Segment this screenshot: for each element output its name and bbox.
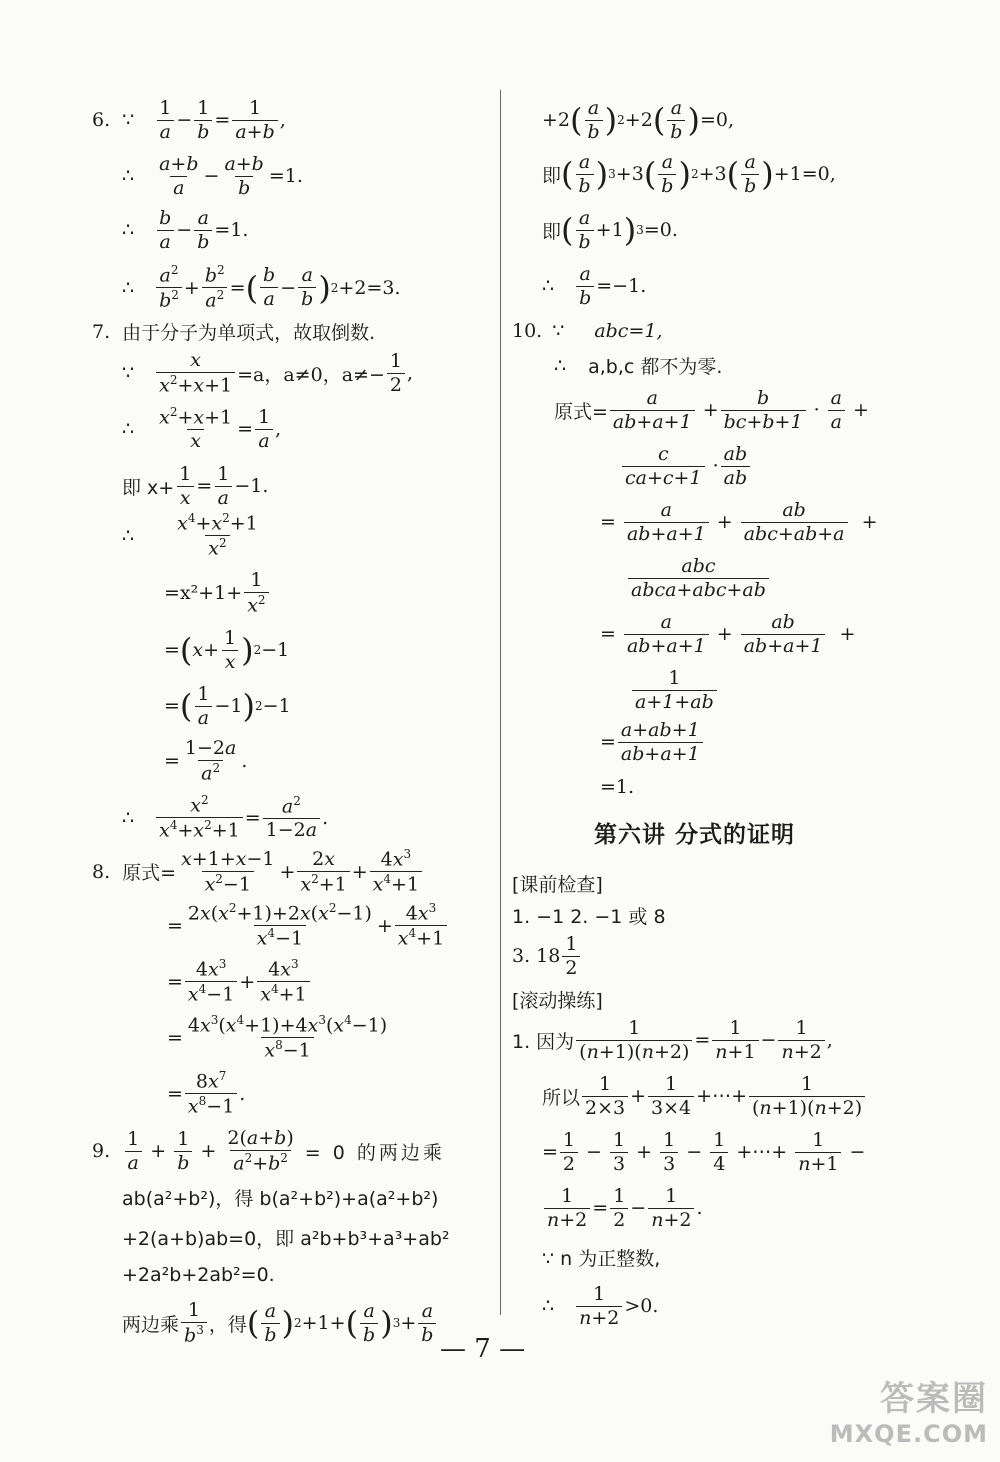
fraction: $\frac{2(a+b)}{a^2+b^2}$ [227, 1127, 294, 1175]
text: =1. [600, 776, 635, 798]
fraction: $\frac{a}{b}$ [585, 98, 603, 143]
p9-line1: 9. $\frac{1}{a}$ + $\frac{1}{b}$ + $\frac{2(a+b)}{a^2+b^2}$ = 0 的两边乘 [92, 1127, 445, 1175]
fraction: $\frac{4x^3(x^4+1)+4x^3(x^4-1)}{x^8-1}$ [187, 1013, 388, 1062]
problem-number: 6. [92, 109, 111, 132]
p10-line1 [512, 320, 663, 342]
p9-line3 [122, 1224, 450, 1251]
fraction: $\frac{a}{a}$ [828, 388, 845, 433]
fraction: $\frac{a+b}{a}$ [159, 153, 199, 199]
fraction: $\frac{1}{n+2}$ [576, 1284, 622, 1329]
text: ab(a²+b²)，得 b(a²+b²)+a(a²+b²) [122, 1188, 439, 1210]
text: +2a²b+2ab²=0. [122, 1264, 275, 1286]
section-check: [课前检查] [512, 874, 603, 896]
q1-line4: $\frac{1}{n+2}$ = $\frac{1}{2}$ − $\frac{1}{n+2}$ . [542, 1186, 703, 1231]
text: a,b,c 都不为零. [588, 356, 723, 378]
q1-line5 [542, 1244, 660, 1271]
fraction: $\frac{1}{(n+1)(n+2)}$ [749, 1074, 865, 1119]
fraction: $\frac{1}{2}$ [562, 934, 580, 979]
text: = [196, 475, 213, 498]
fraction: $\frac{1}{x}$ [176, 464, 194, 509]
fraction: $\frac{4x^3}{x^4-1}$ [185, 958, 237, 1005]
text: 原式= [554, 400, 608, 423]
fraction: $\frac{1}{3\times 4}$ [648, 1074, 694, 1119]
answers-1-2 [512, 902, 666, 929]
fraction: $\frac{1}{(n+1)(n+2)}$ [576, 1018, 692, 1063]
fraction: $\frac{1}{n+2}$ [544, 1186, 590, 1231]
fraction: $\frac{a}{b}$ [576, 264, 594, 309]
text: 即 x+ [122, 476, 175, 499]
fraction: $\frac{a+b}{b}$ [224, 153, 264, 199]
because-symbol: ∵ [552, 320, 565, 342]
text: =0. [643, 219, 678, 242]
text: +2(a+b)ab=0，即 a²b+b³+a³+ab² [122, 1228, 450, 1250]
fraction: $\frac{1}{3}$ [660, 1130, 678, 1175]
text: +1=0, [773, 163, 836, 186]
fraction: $\frac{1}{n+2}$ [778, 1018, 824, 1063]
therefore-symbol: ∴ [542, 1295, 555, 1318]
fraction: $\frac{a}{b}$ [658, 152, 676, 197]
because-symbol: ∵ [122, 109, 135, 132]
p10-line7: = $\frac{a}{ab+a+1}$ + $\frac{ab}{ab+a+1}$ + [600, 611, 856, 657]
p10-line6 [626, 556, 771, 601]
text: +2=3. [338, 276, 401, 299]
p7-line4 [122, 512, 263, 559]
fraction: $\frac{1}{n+2}$ [648, 1186, 694, 1231]
r-line4 [542, 264, 646, 309]
fraction: $\frac{a}{b}$ [418, 1301, 436, 1346]
fraction: $\frac{a^2}{1-2a}$ [263, 795, 320, 841]
fraction: $\frac{x^2}{x^4+x^2+1}$ [156, 794, 243, 841]
p10-line3: 原式= $\frac{a}{ab+a+1}$ + $\frac{b}{bc+b+1}$ · $\frac{a}{a}$ + [554, 387, 869, 433]
fraction: $\frac{a}{ab+a+1}$ [610, 388, 695, 433]
p10-line9: = $\frac{a+ab+1}{ab+a+1}$ [600, 720, 705, 765]
text: =1. [268, 165, 303, 188]
fraction: $\frac{1}{b}$ [174, 1129, 192, 1174]
text: 1. −1 2. −1 或 8 [512, 906, 666, 928]
fraction: $\frac{a^2}{b^2}$ [156, 264, 182, 311]
fraction: $\frac{b}{a}$ [260, 265, 278, 310]
fraction: $\frac{b}{bc+b+1}$ [721, 388, 806, 433]
text: 即 [542, 164, 562, 187]
fraction: $\frac{b^2}{a^2}$ [202, 264, 228, 311]
q1-line1: 1. 因为 $\frac{1}{(n+1)(n+2)}$ = $\frac{1}{n+1}$ − $\frac{1}{n+2}$ , [512, 1017, 833, 1063]
text: 原式= [122, 862, 177, 885]
fraction: $\frac{a}{b}$ [576, 152, 594, 197]
p9-line2 [122, 1184, 438, 1211]
therefore-symbol: ∴ [122, 276, 135, 299]
text: 3. 18 [512, 945, 561, 968]
p6-line1: 6. ∵ $\frac{1}{a}$ − $\frac{1}{b}$ = $\frac{1}{a+b}$ , [92, 97, 286, 143]
fraction: $\frac{1}{a}$ [255, 407, 273, 452]
p10-line10 [600, 776, 634, 798]
because-symbol: ∵ [122, 362, 135, 385]
therefore-symbol: ∴ [122, 524, 135, 547]
fraction: $\frac{1-2a}{a^2}$ [184, 737, 237, 785]
r-line3: 即 ( $\frac{a}{b}$ +1 ) 3 =0. [542, 207, 678, 253]
fraction: $\frac{1}{2}$ [610, 1186, 628, 1231]
p10-line2 [554, 352, 722, 379]
text: 即 [542, 220, 562, 243]
text: 两边乘 [122, 1313, 180, 1336]
fraction: $\frac{1}{a}$ [214, 464, 232, 509]
page-number: — 7 — [440, 1334, 526, 1364]
watermark-logo: 答案圈 [880, 1379, 988, 1419]
text: ∵ n 为正整数, [542, 1248, 661, 1270]
text: ，得 [208, 1313, 247, 1336]
fraction: $\frac{2x}{x^2+1}$ [297, 849, 349, 895]
therefore-symbol: ∴ [122, 418, 135, 441]
p7-line9: ∴ $\frac{x^2}{x^4+x^2+1}$ = $\frac{a^2}{1-2a}$ . [122, 793, 329, 842]
fraction: $\frac{4x^3}{x^4+1}$ [370, 848, 422, 895]
p10-line8 [630, 668, 719, 713]
text: =x²+1+ [164, 582, 243, 605]
fraction: $\frac{1}{n+1}$ [795, 1130, 841, 1175]
p6-line3: ∴ $\frac{b}{a}$ − $\frac{a}{b}$ =1. [122, 207, 249, 253]
watermark-url: MXQE.COM [829, 1420, 988, 1448]
fraction: $\frac{1}{2}$ [387, 351, 405, 396]
r-line1: +2 ( $\frac{a}{b}$ ) 2 +2 ( $\frac{a}{b}$ ) =0, [542, 97, 735, 143]
text: =−1. [596, 275, 647, 298]
fraction: $\frac{ab}{\text{abc+ab+a}}$ [741, 500, 848, 545]
fraction: $\frac{a}{b}$ [360, 1301, 378, 1346]
answer-3 [512, 934, 582, 979]
p8-line3: = $\frac{4x^3}{x^4-1}$ + $\frac{4x^3}{x^4+1}$ [167, 958, 312, 1005]
fraction: $\frac{1}{x}$ [221, 628, 239, 673]
p8-line4: = $\frac{4x^3(x^4+1)+4x^3(x^4-1)}{x^8-1}$ [167, 1014, 392, 1061]
therefore-symbol: ∴ [122, 806, 135, 829]
fraction: $\frac{\text{abc}}{\text{abca+abc+ab}}$ [628, 556, 769, 601]
fraction: $\frac{a}{ab+a+1}$ [624, 500, 709, 545]
watermark [830, 1371, 988, 1448]
fraction: $\frac{a+ab+1}{ab+a+1}$ [618, 720, 703, 765]
fraction: $\frac{1}{3}$ [610, 1130, 628, 1175]
fraction: $\frac{a}{ab+a+1}$ [624, 612, 709, 657]
fraction: $\frac{b}{a}$ [156, 208, 174, 253]
r-line2: 即 ( $\frac{a}{b}$ ) 3 +3 ( $\frac{a}{b}$ ) 2 +3 ( $\frac{a}{b}$ ) +1=0, [542, 151, 836, 197]
p7-line2: ∴ $\frac{x^2+x+1}{x}$ = $\frac{1}{a}$ , [122, 405, 282, 453]
fraction: $\frac{ab}{ab}$ [721, 444, 751, 489]
problem-number: 9. [92, 1140, 111, 1163]
fraction: $\frac{1}{n+1}$ [712, 1018, 758, 1063]
text: >0. [624, 1295, 659, 1318]
fraction: $\frac{4x^3}{x^4+1}$ [395, 902, 447, 949]
fraction: $\frac{a}{b}$ [667, 98, 685, 143]
column-divider [500, 90, 501, 1315]
text: abc=1, [594, 320, 663, 342]
problem-number: 8. [92, 860, 111, 883]
fraction: $\frac{x+1+x-1}{x^2-1}$ [181, 847, 275, 895]
text: 1. 因为 [512, 1030, 575, 1053]
section-practice: [滚动操练] [512, 990, 603, 1012]
p7-intro [92, 318, 375, 345]
fraction: $\frac{2x(x^2+1)+2x(x^2-1)}{x^4-1}$ [187, 901, 372, 950]
fraction: $\frac{1}{b}$ [194, 98, 212, 143]
p7-line7: = ( $\frac{1}{a}$ −1 ) 2 −1 [164, 683, 291, 729]
fraction: $\frac{a}{b}$ [576, 208, 594, 253]
fraction: $\frac{1}{b^3}$ [181, 1300, 207, 1346]
fraction: $\frac{1}{4}$ [710, 1130, 728, 1175]
fraction: $\frac{1}{a+1+ab}$ [632, 668, 717, 713]
p7-line1: ∵ $\frac{x}{x^2+x+1}$ =a，a≠0，a≠− $\frac{1}{2}$ , [122, 349, 414, 397]
fraction: $\frac{1}{x^2}$ [244, 570, 268, 616]
text: =1. [214, 219, 249, 242]
p9-line4 [122, 1264, 275, 1286]
p10-line4: $\frac{c}{ca+c+1}$ · $\frac{ab}{ab}$ [620, 444, 752, 489]
p7-line5 [164, 570, 271, 616]
fraction: $\frac{1}{2\times 3}$ [582, 1074, 628, 1119]
fraction: $\frac{a}{b}$ [741, 152, 759, 197]
p10-line5: = $\frac{a}{ab+a+1}$ + $\frac{ab}{\text{abc+ab+a}}$ + [600, 499, 878, 545]
text: = 0 的两边乘 [304, 1141, 445, 1164]
fraction: $\frac{x^4+x^2+1}{x^2}$ [177, 511, 258, 560]
p8-line2: = $\frac{2x(x^2+1)+2x(x^2-1)}{x^4-1}$ + $\frac{4x^3}{x^4+1}$ [167, 902, 449, 949]
therefore-symbol: ∴ [122, 219, 135, 242]
fraction: $\frac{a}{b}$ [298, 265, 316, 310]
p6-line2: ∴ $\frac{a+b}{a}$ − $\frac{a+b}{b}$ =1. [122, 153, 303, 199]
fraction: $\frac{1}{a}$ [124, 1129, 142, 1174]
fraction: $\frac{8x^7}{x^8-1}$ [185, 1070, 237, 1117]
punct: , [279, 109, 286, 132]
fraction: $\frac{1}{a}$ [156, 98, 174, 143]
p6-line4: ∴ $\frac{a^2}{b^2}$ + $\frac{b^2}{a^2}$ = ( $\frac{b}{a}$ − $\frac{a}{b}$ ) 2 +2=3. [122, 263, 401, 312]
p9-line5: 两边乘 $\frac{1}{b^3}$ ，得 ( $\frac{a}{b}$ ) 2 +1+ ( $\frac{a}{b}$ ) 3 + $\frac{a}{b}$ [122, 1300, 438, 1346]
fraction: $\frac{4x^3}{x^4+1}$ [257, 958, 309, 1005]
problem-number: 10. [512, 320, 543, 342]
fraction: $\frac{1}{a+b}$ [232, 98, 277, 143]
text: =a，a≠0，a≠− [237, 363, 385, 386]
section-heading: 第六讲 分式的证明 [594, 822, 796, 848]
therefore-symbol: ∴ [122, 165, 135, 188]
fraction: $\frac{1}{2}$ [560, 1130, 578, 1175]
text: = [237, 418, 254, 441]
therefore-symbol: ∴ [554, 354, 567, 377]
text: 由于分子为单项式，故取倒数. [122, 322, 376, 344]
fraction: $\frac{x^2+x+1}{x}$ [159, 405, 233, 453]
p7-line6: = ( x + $\frac{1}{x}$ ) 2 −1 [164, 627, 290, 673]
q1-line6 [542, 1284, 658, 1329]
text: −1. [234, 475, 269, 498]
fraction: $\frac{c}{ca+c+1}$ [622, 444, 705, 489]
p8-line5: = $\frac{8x^7}{x^8-1}$ . [167, 1069, 246, 1118]
p7-line3 [122, 464, 268, 509]
fraction: $\frac{ab}{ab+a+1}$ [741, 612, 826, 657]
fraction: $\frac{1}{a}$ [194, 684, 212, 729]
problem-number: 7. [92, 320, 111, 343]
therefore-symbol: ∴ [542, 275, 555, 298]
p7-line8: = $\frac{1-2a}{a^2}$ . [164, 737, 248, 785]
text: 所以 [542, 1086, 581, 1109]
p8-line1: 8. 原式= $\frac{x+1+x-1}{x^2-1}$ + $\frac{2x}{x^2+1}$ + $\frac{4x^3}{x^4+1}$ [92, 848, 424, 895]
q1-line2: 所以 $\frac{1}{2\times 3}$ + $\frac{1}{3\times 4}$ +⋯+ $\frac{1}{(n+1)(n+2)}$ [542, 1074, 867, 1119]
q1-line3: = $\frac{1}{2}$ − $\frac{1}{3}$ + $\frac{1}{3}$ − $\frac{1}{4}$ +⋯+ $\frac{1}{n+1}$ − [542, 1129, 866, 1175]
fraction: $\frac{a}{b}$ [261, 1301, 279, 1346]
fraction: $\frac{a}{b}$ [194, 208, 212, 253]
fraction: $\frac{x}{x^2+x+1}$ [156, 350, 235, 396]
